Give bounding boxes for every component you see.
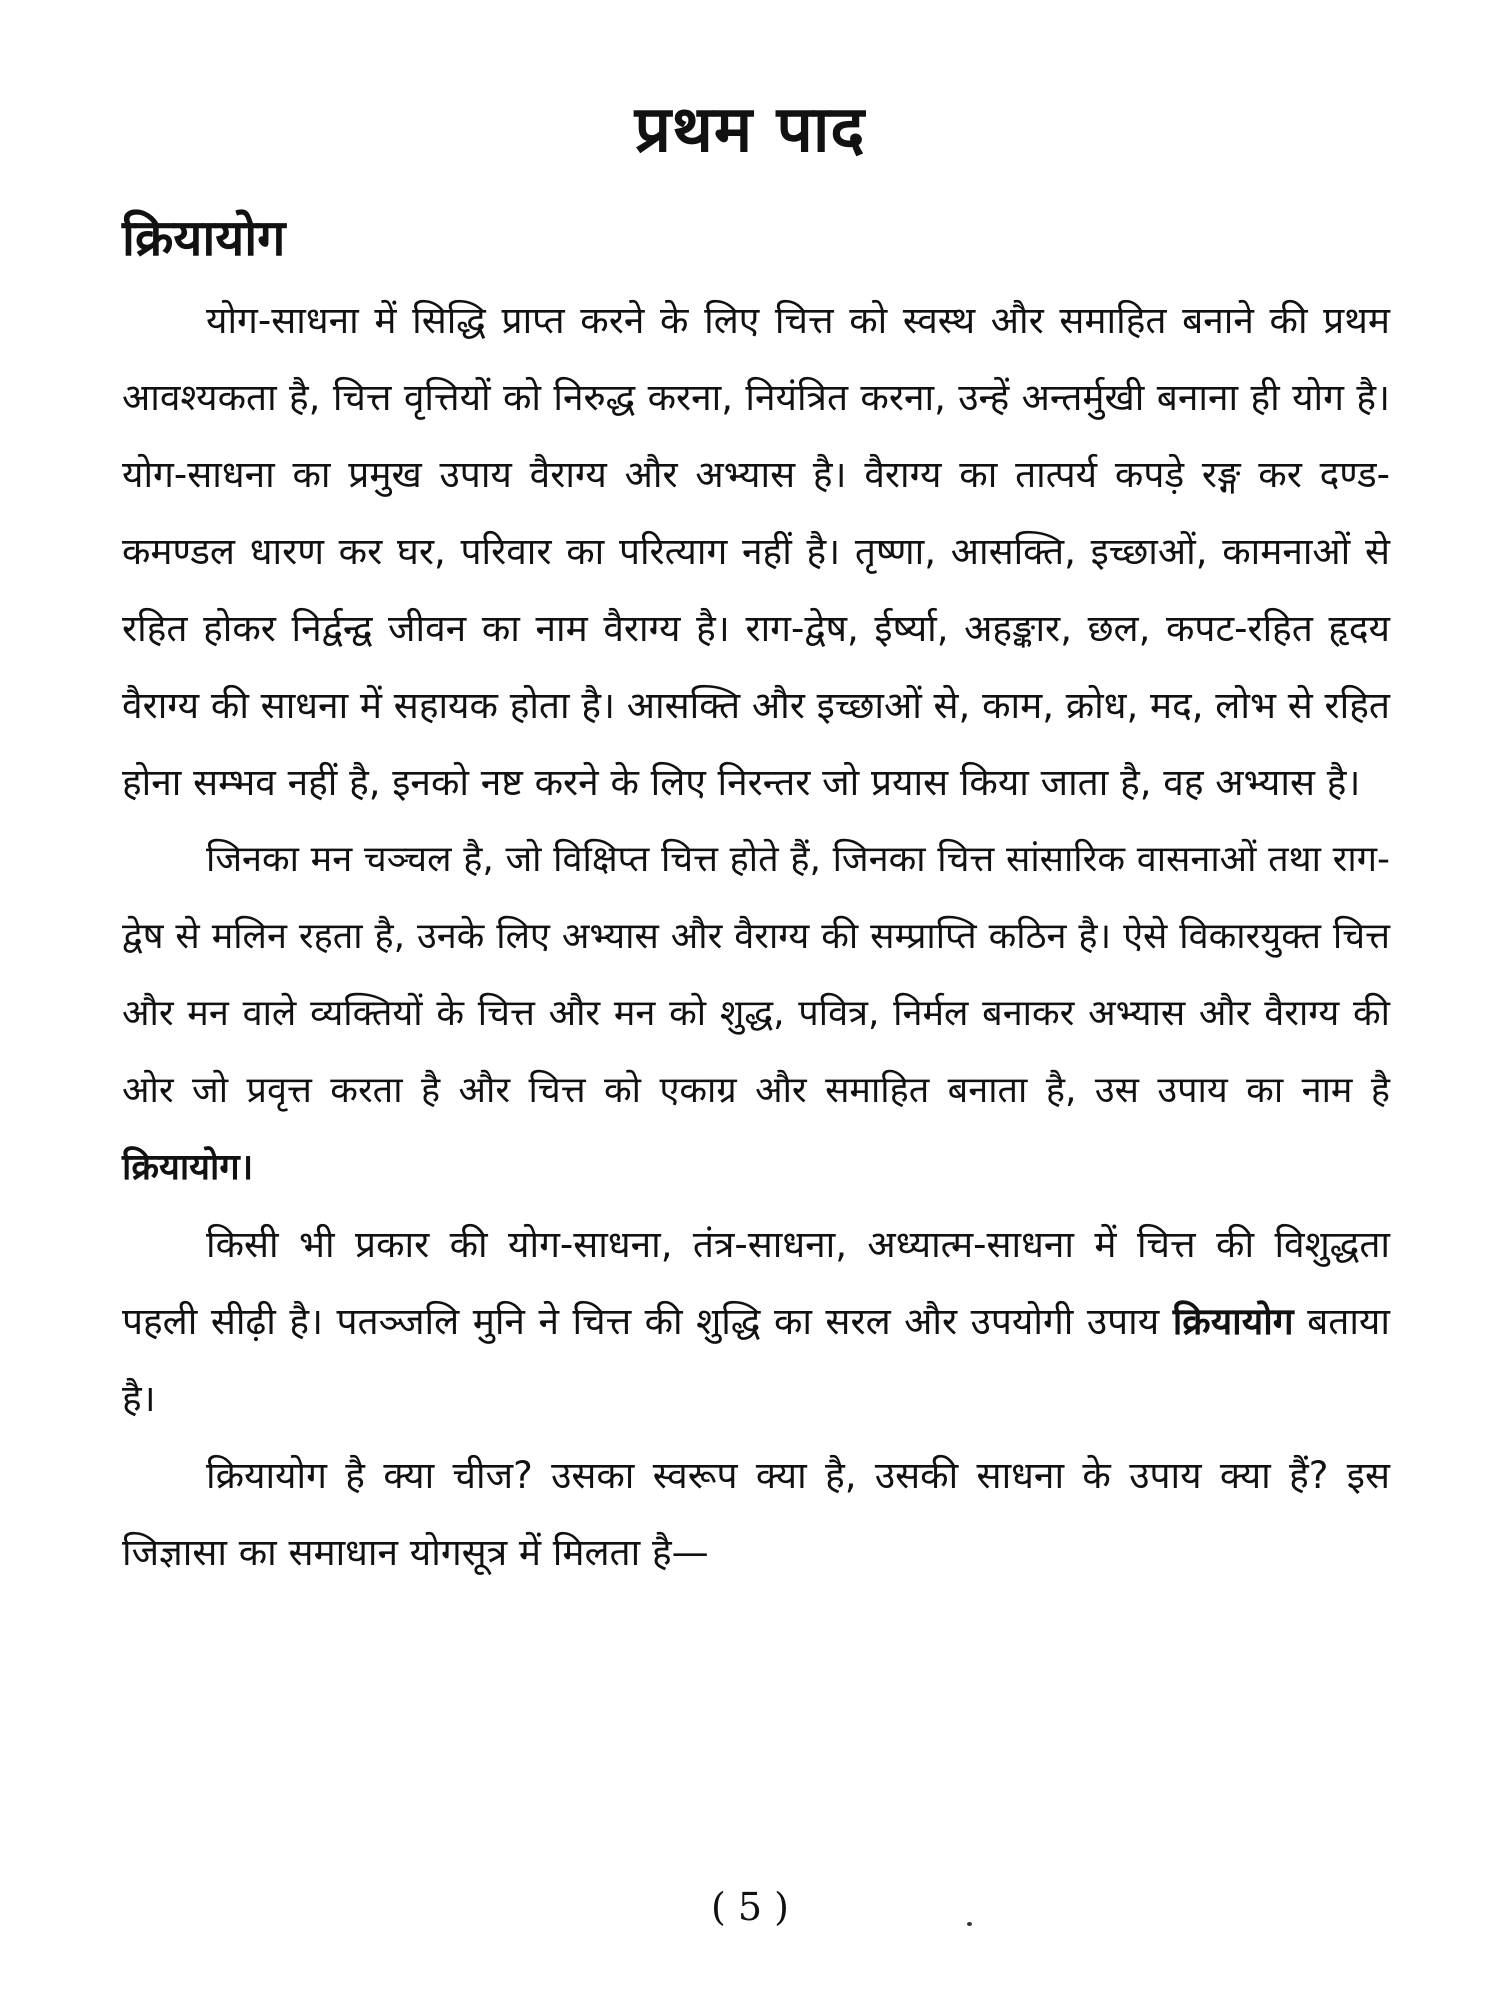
paragraph-4: क्रियायोग है क्या चीज? उसका स्वरूप क्या है, उसकी साधना के उपाय क्या हैं? इस जिज्ञासा का समाधान योगसूत्र में मिलता है— [122, 1454, 1390, 1574]
print-speck [967, 1922, 972, 1926]
section-heading: क्रियायोग [122, 209, 286, 267]
paragraph-3-end: बताया है। [122, 1300, 1390, 1420]
paragraph-3-text: किसी भी प्रकार की योग-साधना, तंत्र-साधना, अध्यात्म-साधना में चित्त की विशुद्धता पहली सीढ़ी है। पतञ्जलि मुनि ने चित्त की शुद्धि का सरल और उपयोगी उपाय [122, 1223, 1390, 1343]
paragraph-2-bold-term: क्रियायोग। [122, 1147, 254, 1188]
page-number: ( 5 ) [711, 1885, 789, 1929]
paragraph-2 [122, 821, 1390, 1206]
paragraph-3-bold-term: क्रियायोग [1172, 1300, 1294, 1343]
body-text [122, 282, 1390, 1591]
paragraph-2-text: जिनका मन चञ्चल है, जो विक्षिप्त चित्त होते हैं, जिनका चित्त सांसारिक वासनाओं तथा राग-द्वेष से मलिन रहता है, उनके लिए अभ्यास और वैराग्य की सम्प्राप्ति कठिन है। ऐसे विकारयुक्त चित्त और मन वाले व्यक्तियों के चित्त और मन को शुद्ध, पवित्र, निर्मल बनाकर अभ्यास और वैराग्य की ओर जो प्रवृत्त करता है और चित्त को एकाग्र और समाहित बनाता है, उस उपाय का नाम है [122, 839, 1390, 1111]
paragraph-3 [122, 1206, 1390, 1437]
chapter-title: प्रथम पाद [634, 93, 866, 167]
paragraph-1: योग-साधना में सिद्धि प्राप्त करने के लिए चित्त को स्वस्थ और समाहित बनाने की प्रथम आवश्यकता है, चित्त वृत्तियों को निरुद्ध करना, नियंत्रित करना, उन्हें अन्तर्मुखी बनाना ही योग है। योग-साधना का प्रमुख उपाय वैराग्य और अभ्यास है। वैराग्य का तात्पर्य कपड़े रङ्ग कर दण्ड-कमण्डल धारण कर घर, परिवार का परित्याग नहीं है। तृष्णा, आसक्ति, इच्छाओं, कामनाओं से रहित होकर निर्द्वन्द्व जीवन का नाम वैराग्य है। राग-द्वेष, ईर्ष्या, अहङ्कार, छल, कपट-रहित हृदय वैराग्य की साधना में सहायक होता है। आसक्ति और इच्छाओं से, काम, क्रोध, मद, लोभ से रहित होना सम्भव नहीं है, इनको नष्ट करने के लिए निरन्तर जो प्रयास किया जाता है, वह अभ्यास है। [122, 299, 1390, 804]
